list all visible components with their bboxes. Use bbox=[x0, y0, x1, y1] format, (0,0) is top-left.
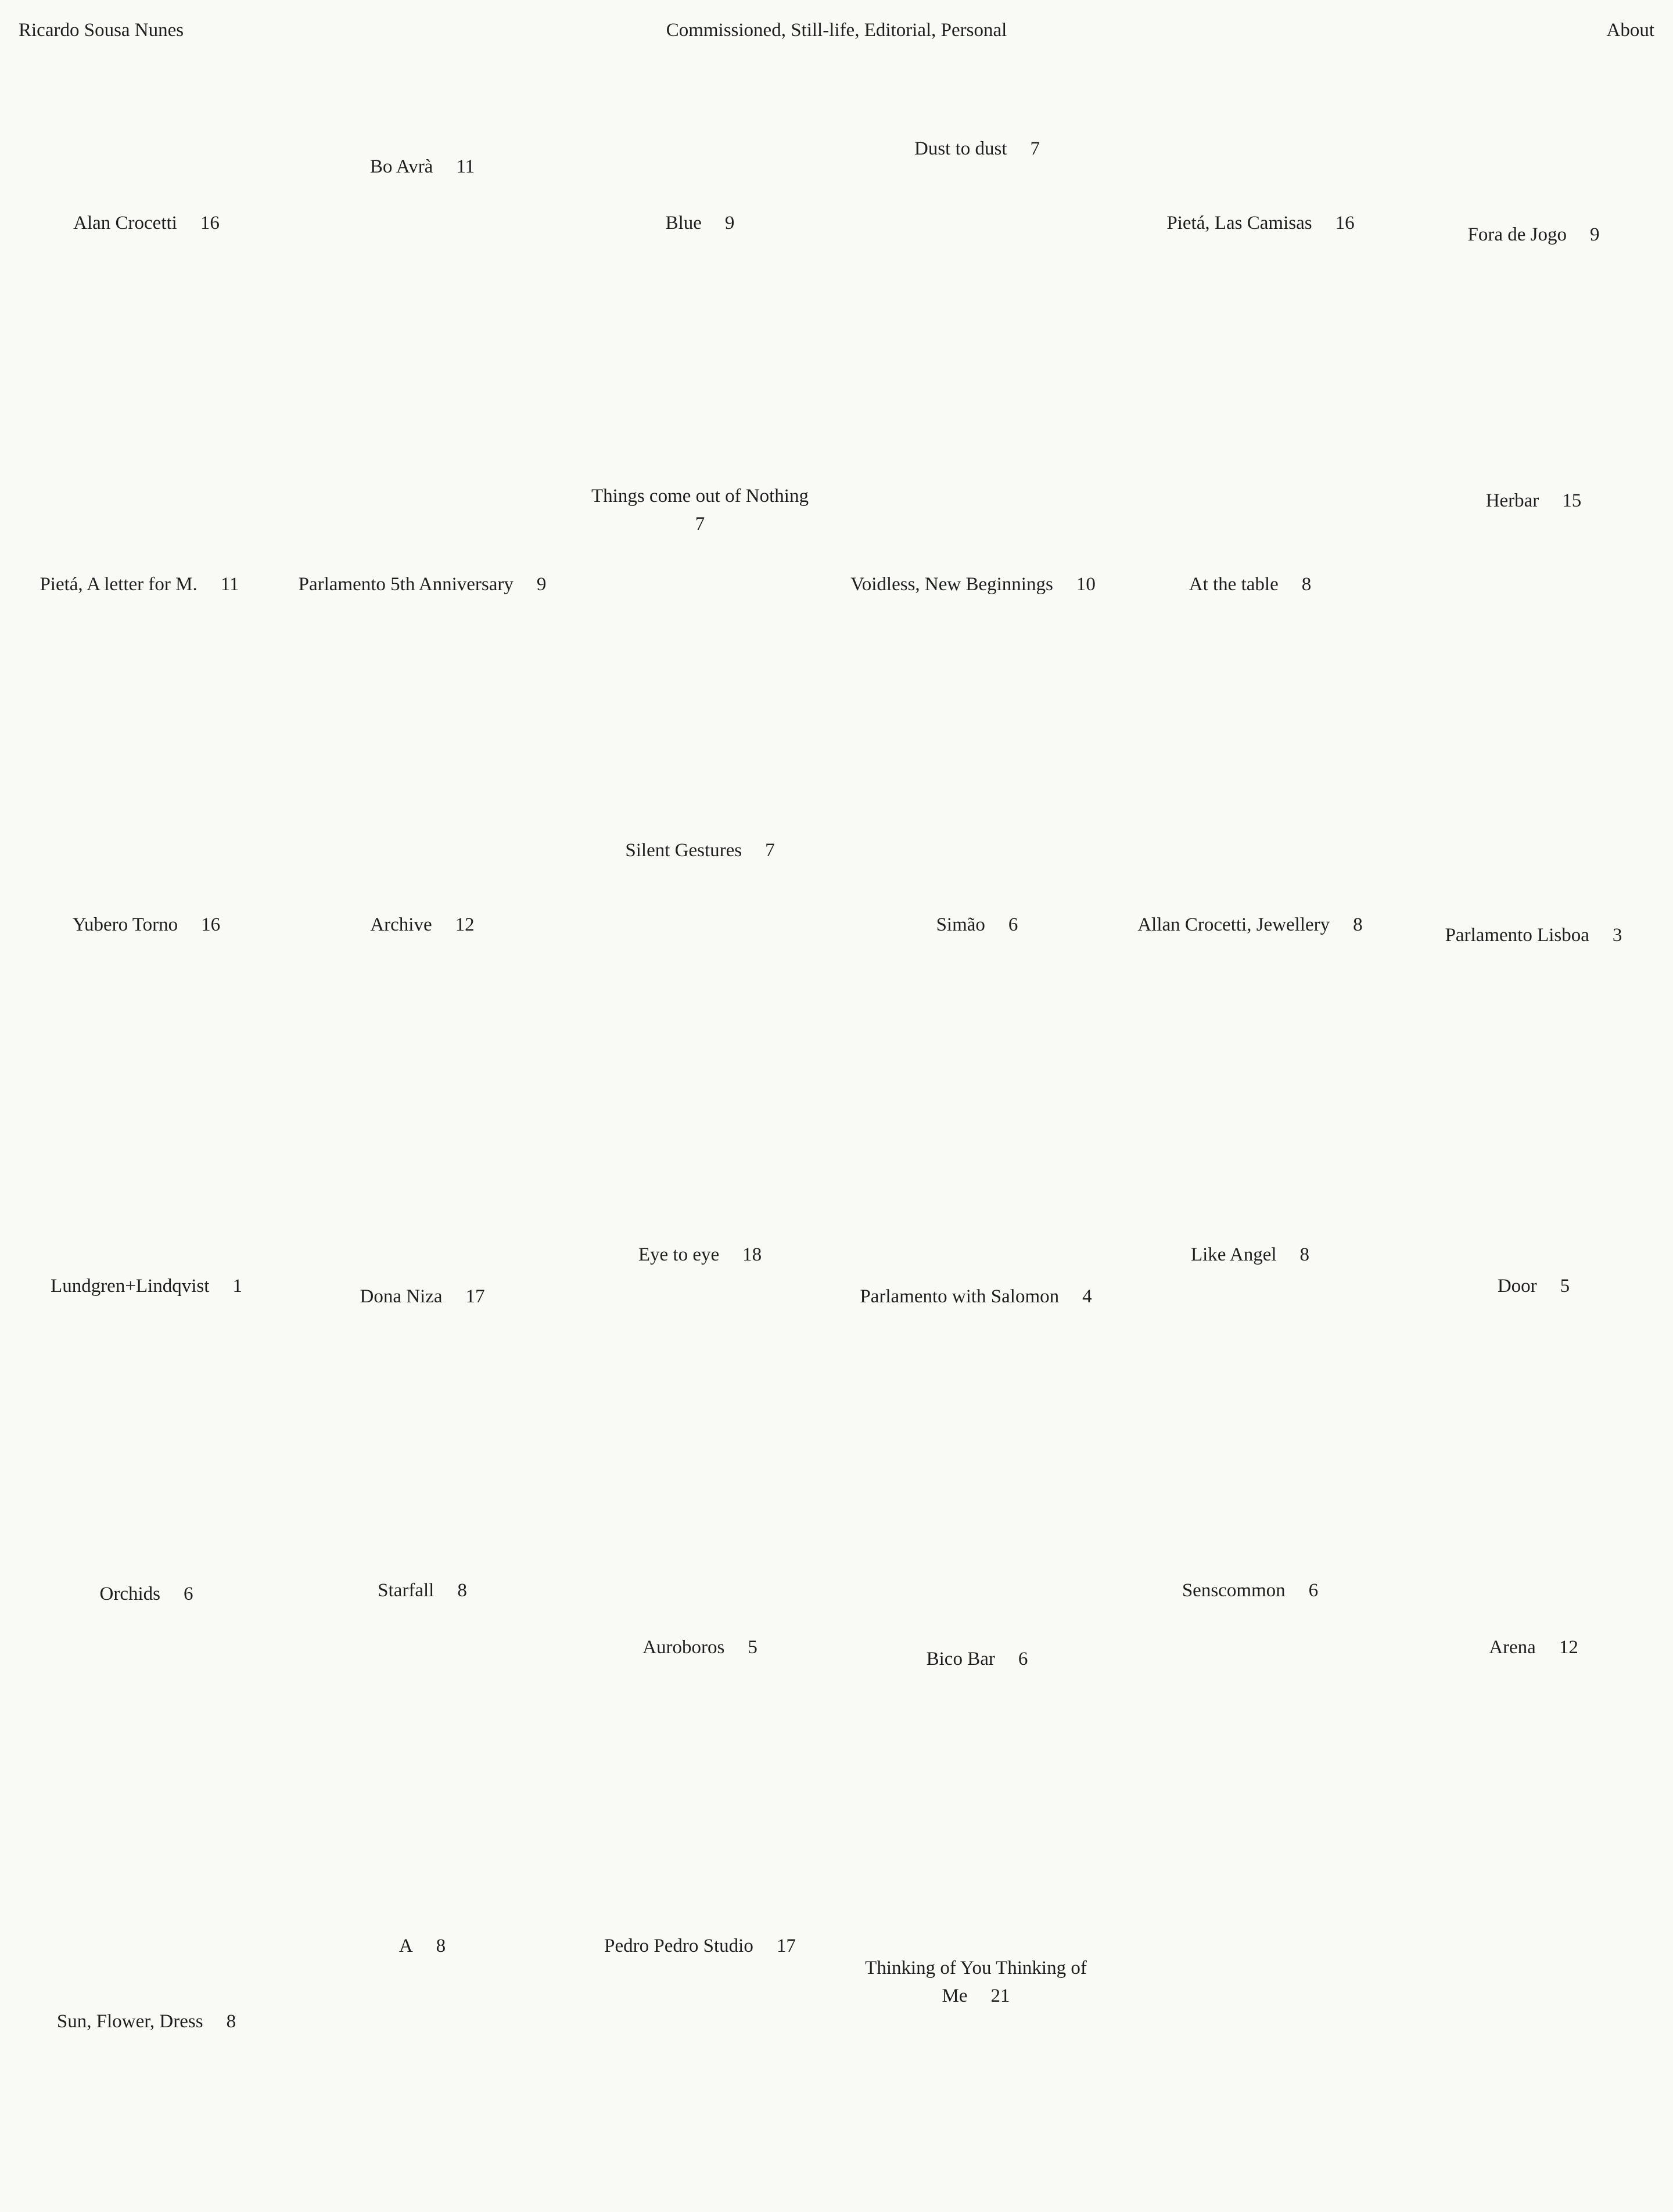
project-title: Dust to dust bbox=[914, 138, 1007, 159]
project-title: Arena bbox=[1489, 1637, 1536, 1658]
project-count: 9 bbox=[1589, 224, 1600, 245]
project-title: Archive bbox=[370, 914, 432, 935]
project-title: Eye to eye bbox=[638, 1244, 720, 1265]
project-count: 17 bbox=[776, 1936, 796, 1956]
site-title-link[interactable]: Ricardo Sousa Nunes bbox=[19, 20, 184, 41]
project-title: Dona Niza bbox=[360, 1286, 443, 1307]
project-count: 7 bbox=[1030, 138, 1040, 159]
project-link-senscommon[interactable] bbox=[1140, 1577, 1360, 1604]
project-link-blue[interactable] bbox=[590, 209, 810, 237]
project-title: Sun, Flower, Dress bbox=[56, 2011, 203, 2032]
project-count: 8 bbox=[226, 2011, 236, 2032]
project-title: Silent Gestures bbox=[625, 840, 742, 861]
project-title: Yubero Torno bbox=[72, 914, 178, 935]
project-link-parlamento-5th-anniversary[interactable] bbox=[286, 570, 559, 598]
project-title: Starfall bbox=[378, 1580, 435, 1601]
project-count: 16 bbox=[201, 914, 221, 935]
project-link-alan-crocetti[interactable] bbox=[36, 209, 257, 237]
project-title: Alan Crocetti bbox=[73, 213, 177, 234]
project-link-archive[interactable] bbox=[312, 911, 533, 939]
project-count: 7 bbox=[695, 514, 705, 534]
project-title: Pietá, A letter for M. bbox=[40, 574, 198, 595]
project-count: 8 bbox=[436, 1936, 446, 1956]
project-count: 18 bbox=[742, 1244, 762, 1265]
project-title: Senscommon bbox=[1182, 1580, 1286, 1601]
project-title: Parlamento 5th Anniversary bbox=[298, 574, 514, 595]
project-link-allan-crocetti-jewellery[interactable] bbox=[1128, 911, 1372, 939]
project-link-bo-avra[interactable] bbox=[312, 153, 533, 181]
project-count: 3 bbox=[1612, 925, 1622, 946]
project-title: Orchids bbox=[99, 1583, 160, 1604]
project-title: Parlamento with Salomon bbox=[860, 1286, 1060, 1307]
project-link-pedro-pedro-studio[interactable] bbox=[581, 1932, 819, 1960]
project-link-arena[interactable] bbox=[1423, 1633, 1644, 1661]
project-title: Door bbox=[1497, 1276, 1537, 1297]
project-count: 6 bbox=[183, 1583, 193, 1604]
project-link-eye-to-eye[interactable] bbox=[590, 1241, 810, 1269]
project-link-yubero-torno[interactable] bbox=[36, 911, 257, 939]
project-title: Blue bbox=[665, 213, 702, 234]
project-title: Fora de Jogo bbox=[1467, 224, 1567, 245]
project-link-auroboros[interactable] bbox=[590, 1633, 810, 1661]
project-link-silent-gestures[interactable] bbox=[590, 836, 810, 864]
project-title: Allan Crocetti, Jewellery bbox=[1137, 914, 1330, 935]
project-count: 12 bbox=[455, 914, 475, 935]
project-title: Auroboros bbox=[642, 1637, 725, 1658]
project-link-orchids[interactable] bbox=[36, 1580, 257, 1608]
project-count: 10 bbox=[1076, 574, 1096, 595]
about-link[interactable]: About bbox=[1606, 20, 1654, 41]
project-title: A bbox=[398, 1936, 413, 1956]
project-count: 7 bbox=[765, 840, 775, 861]
project-link-herbar[interactable] bbox=[1423, 487, 1644, 515]
project-count: 17 bbox=[465, 1286, 485, 1307]
project-link-voidless-new-beginnings[interactable] bbox=[836, 570, 1110, 598]
project-count: 12 bbox=[1559, 1637, 1578, 1658]
project-link-dust-to-dust[interactable] bbox=[867, 135, 1087, 163]
project-link-starfall[interactable] bbox=[312, 1577, 533, 1604]
project-title: Thinking of You Thinking of Me bbox=[865, 1958, 1087, 2006]
project-count: 8 bbox=[1301, 574, 1312, 595]
project-link-bico-bar[interactable] bbox=[867, 1645, 1087, 1673]
project-count: 21 bbox=[990, 1985, 1010, 2006]
project-count: 4 bbox=[1082, 1286, 1092, 1307]
project-link-fora-de-jogo[interactable] bbox=[1423, 221, 1644, 249]
project-link-at-the-table[interactable] bbox=[1140, 570, 1360, 598]
project-count: 6 bbox=[1008, 914, 1018, 935]
project-count: 5 bbox=[1560, 1276, 1570, 1297]
project-count: 8 bbox=[457, 1580, 467, 1601]
project-link-dona-niza[interactable] bbox=[312, 1283, 533, 1310]
project-link-a[interactable] bbox=[312, 1932, 533, 1960]
project-count: 8 bbox=[1299, 1244, 1310, 1265]
project-link-things-come-out-of-nothing[interactable] bbox=[581, 482, 819, 538]
project-count: 6 bbox=[1308, 1580, 1319, 1601]
project-link-pieta-a-letter-for-m[interactable] bbox=[17, 570, 261, 598]
project-title: Bo Avrà bbox=[369, 156, 433, 177]
project-title: Simão bbox=[936, 914, 985, 935]
project-title: Pietá, Las Camisas bbox=[1166, 213, 1312, 234]
project-count: 16 bbox=[200, 213, 220, 234]
project-title: Voidless, New Beginnings bbox=[850, 574, 1053, 595]
project-title: Parlamento Lisboa bbox=[1445, 925, 1589, 946]
project-title: Bico Bar bbox=[926, 1649, 995, 1669]
project-title: At the table bbox=[1189, 574, 1279, 595]
project-title: Lundgren+Lindqvist bbox=[51, 1276, 210, 1297]
project-link-thinking-of-you-thinking-of-me[interactable] bbox=[854, 1954, 1098, 2010]
project-link-sun-flower-dress[interactable] bbox=[36, 2008, 257, 2035]
category-filter-nav[interactable]: Commissioned, Still-life, Editorial, Personal bbox=[666, 20, 1007, 41]
project-link-parlamento-lisboa[interactable] bbox=[1412, 921, 1656, 949]
project-title: Herbar bbox=[1485, 490, 1539, 511]
project-link-pieta-las-camisas[interactable] bbox=[1139, 209, 1383, 237]
project-count: 9 bbox=[536, 574, 547, 595]
project-link-lundgren-lindqvist[interactable] bbox=[19, 1272, 274, 1300]
project-count: 1 bbox=[232, 1276, 242, 1297]
project-title: Pedro Pedro Studio bbox=[604, 1936, 753, 1956]
project-link-like-angel[interactable] bbox=[1140, 1241, 1360, 1269]
project-title: Things come out of Nothing bbox=[591, 486, 809, 507]
project-title: Like Angel bbox=[1190, 1244, 1277, 1265]
project-count: 6 bbox=[1018, 1649, 1028, 1669]
project-link-parlamento-with-salomon[interactable] bbox=[836, 1283, 1115, 1310]
project-count: 11 bbox=[456, 156, 475, 177]
project-count: 9 bbox=[724, 213, 735, 234]
project-count: 15 bbox=[1562, 490, 1582, 511]
project-count: 8 bbox=[1353, 914, 1363, 935]
project-count: 16 bbox=[1335, 213, 1355, 234]
project-link-simao[interactable] bbox=[867, 911, 1087, 939]
project-link-door[interactable] bbox=[1423, 1272, 1644, 1300]
project-count: 11 bbox=[220, 574, 239, 595]
project-count: 5 bbox=[748, 1637, 757, 1658]
